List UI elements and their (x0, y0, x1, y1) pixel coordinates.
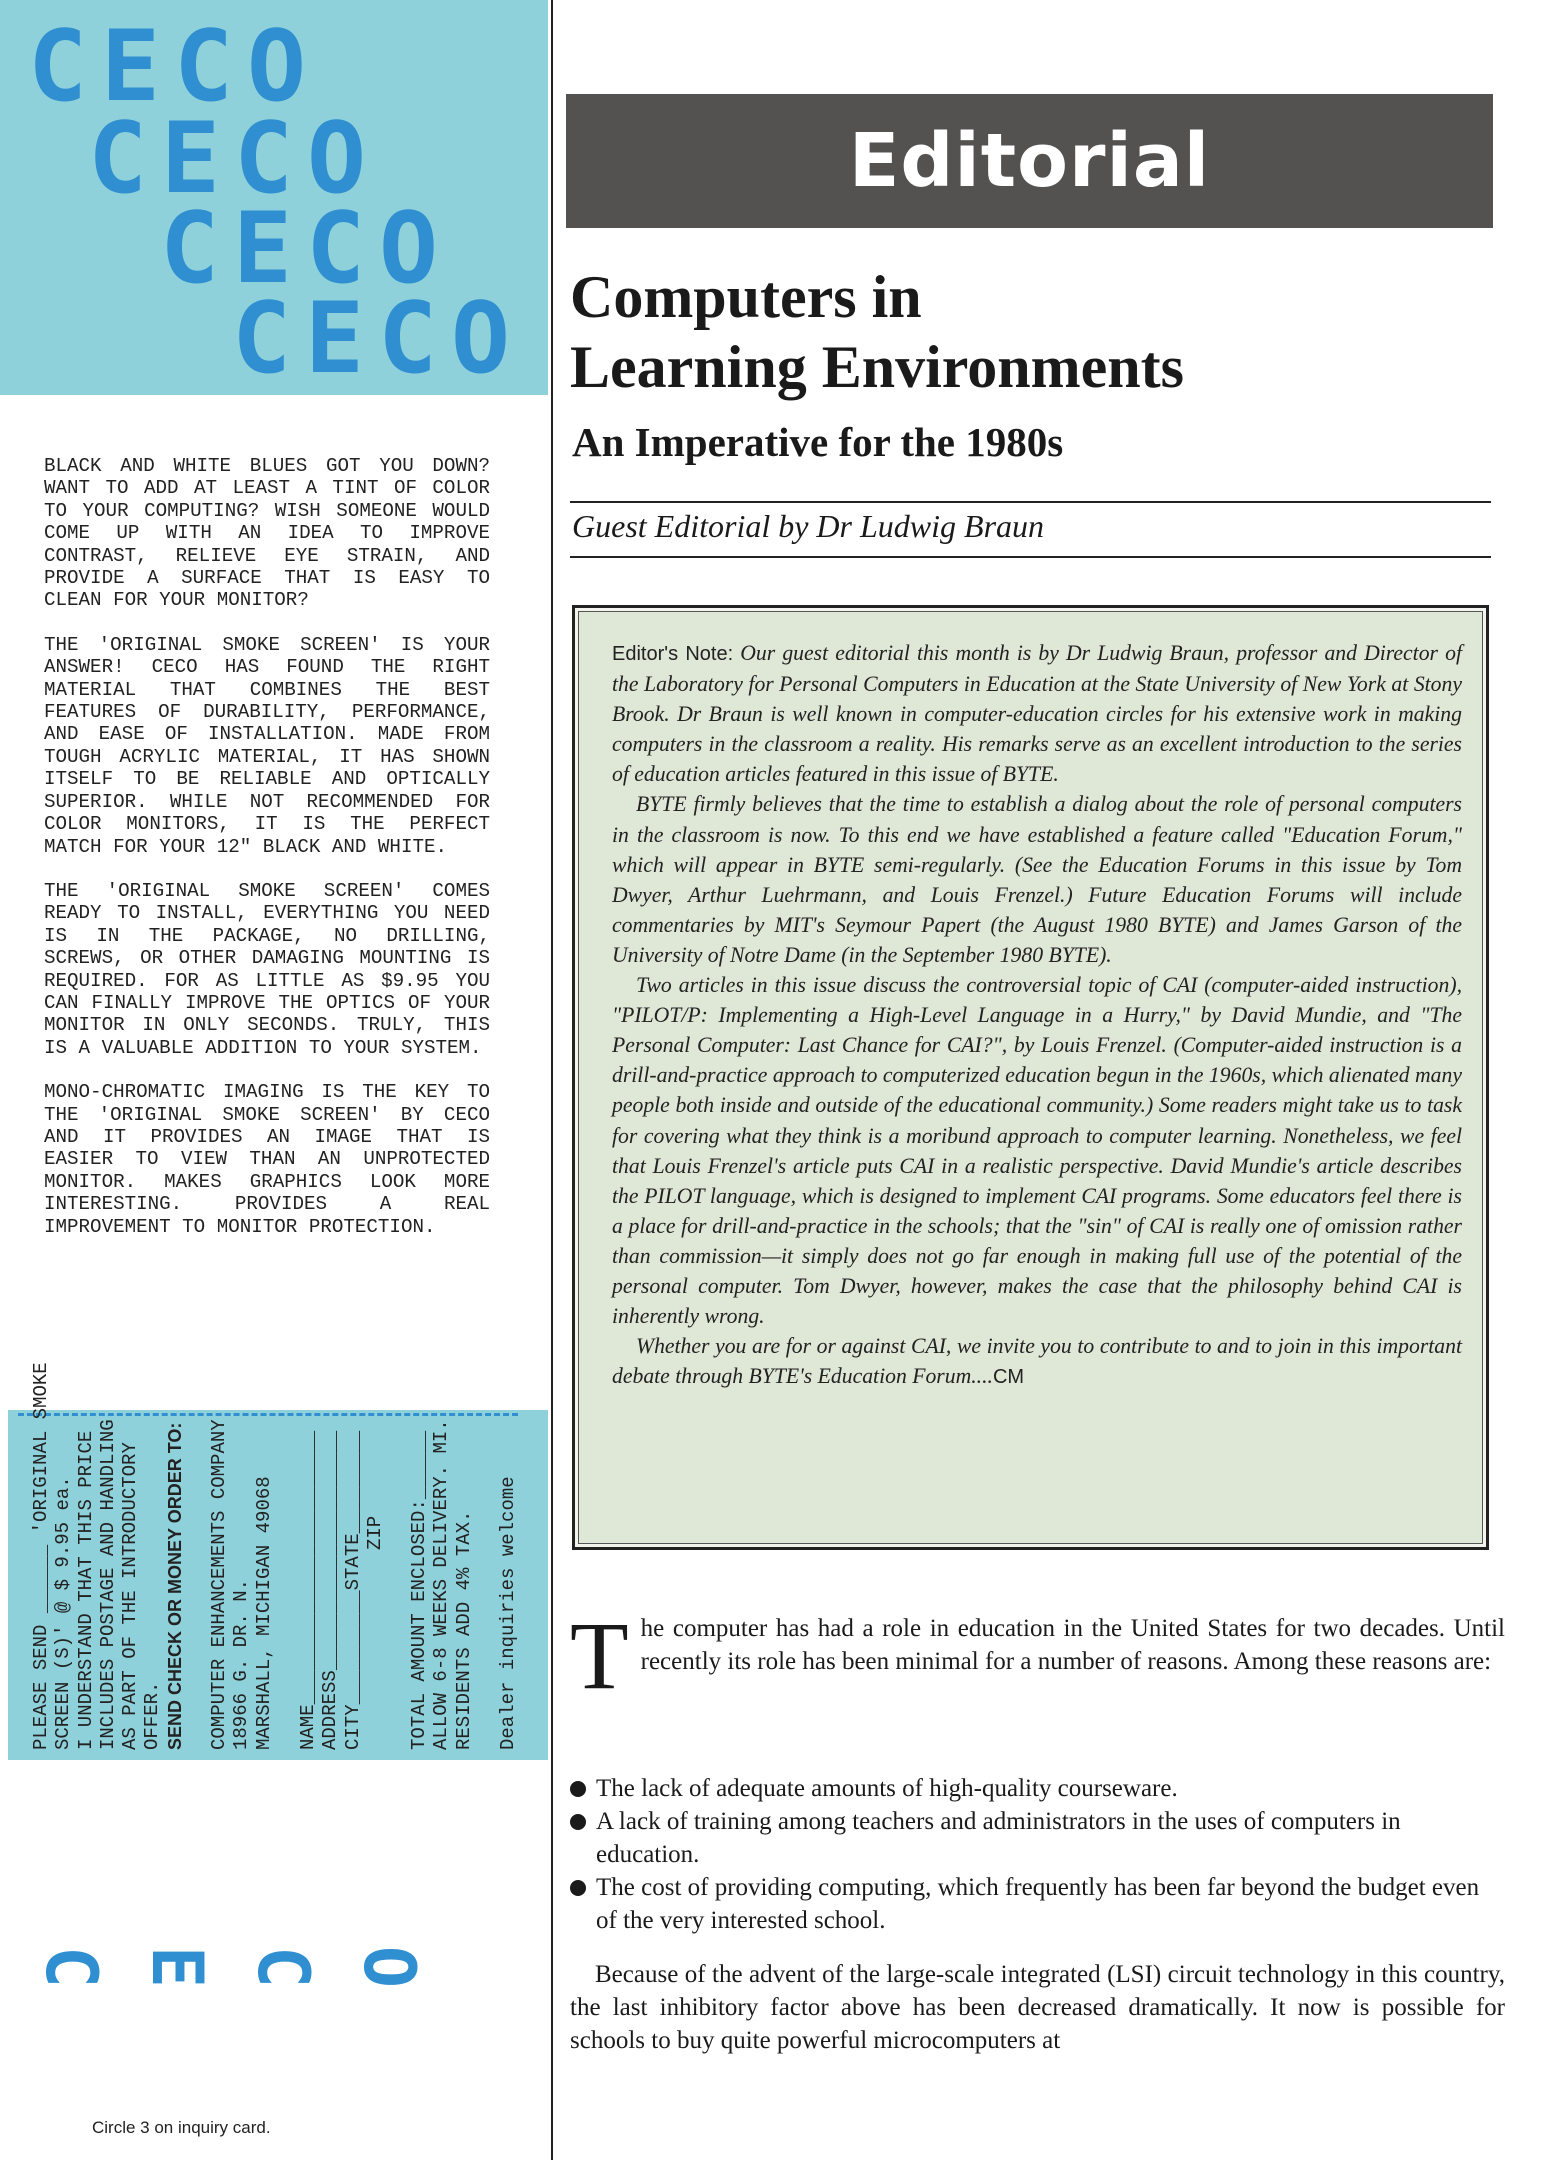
article-paragraph: Because of the advent of the large-scale integrated (LSI) circuit technology in this country, the last inhibitory factor above has been decreased dramatically. It now is possible for schools to buy quite powerful microcomputers at (570, 1961, 1505, 2054)
coupon-total-line: RESIDENTS ADD 4% TAX. (452, 1510, 475, 1750)
article-title-line: Computers in (570, 264, 922, 330)
column-divider (551, 0, 553, 2160)
coupon-total-line: ALLOW 6-8 WEEKS DELIVERY. MI. (430, 1419, 453, 1750)
ceco-logo-row-2: CECO (88, 102, 381, 216)
coupon-order-line: I UNDERSTAND THAT THIS PRICE (74, 1430, 97, 1750)
list-item-text: The lack of adequate amounts of high-quality courseware. (596, 1775, 1178, 1802)
article-paragraph-text: he computer has had a role in education in the United States for two decades. Until recently its role has been minimal for a number of reasons. Among these reasons are: (640, 1615, 1505, 1675)
coupon-logo-letter: E (136, 1945, 219, 1989)
ceco-logo-row-1: CECO (28, 10, 321, 124)
coupon-address-line: 18966 G. DR. N. (230, 1578, 253, 1750)
article-title-line: Learning Environments (570, 334, 1184, 400)
section-banner (566, 94, 1493, 228)
editors-note-paragraph: BYTE firmly believes that the time to establish a dialog about the role of personal computers in the classroom is now. To this end we have established a feature called "Education Forum," which will appear in BYTE semi-regularly. (See the Education Forums in this issue by Tom Dwyer, Arthur Luehrmann, and Louis Frenzel.) Future Education Forums will include commentaries by MIT's Seymour Papert (the August 1980 BYTE) and James Garson of the University of Notre Dame (in the September 1980 BYTE). (612, 792, 1462, 967)
editors-note (612, 638, 1462, 1392)
coupon-order-line: SCREEN (S)' @ $ 9.95 ea. (52, 1476, 75, 1750)
section-title: Editorial (848, 118, 1211, 204)
drop-cap: T (570, 1602, 629, 1709)
coupon-dealer-note: Dealer inquiries welcome (497, 1476, 520, 1750)
ad-paragraph: MONO-CHROMATIC IMAGING IS THE KEY TO THE 'ORIGINAL SMOKE SCREEN' BY CECO AND IT PROVIDES AN IMAGE THAT IS EASIER TO VIEW THAN AN UNPROTECTED MONITOR. MAKES GRAPHICS LOOK MORE INTERESTING. PROVIDES A REAL IMPROVEMENT TO MONITOR PROTECTION. (44, 1081, 490, 1238)
coupon-total-line[interactable]: TOTAL AMOUNT ENCLOSED:______ (408, 1430, 431, 1750)
article-paragraph (570, 1602, 1505, 1709)
bullet-icon (570, 1814, 586, 1830)
reasons-list (570, 1772, 1505, 1937)
coupon-order-line: PLEASE SEND ______ 'ORIGINAL SMOKE (30, 1362, 52, 1750)
coupon-address-field[interactable]: ADDRESS_____________________ (319, 1430, 342, 1750)
editors-note-label: Editor's Note: (612, 643, 734, 665)
coupon-order-line: OFFER. (141, 1681, 164, 1750)
list-item (570, 1772, 1505, 1805)
coupon-send-label: SEND CHECK OR MONEY ORDER TO: (164, 1422, 185, 1750)
article-title (570, 262, 1490, 402)
coupon-address-line: MARSHALL, MICHIGAN 49068 (252, 1476, 275, 1750)
ad-paragraph: THE 'ORIGINAL SMOKE SCREEN' IS YOUR ANSWER! CECO HAS FOUND THE RIGHT MATERIAL THAT COMBINES THE BEST FEATURES OF DURABILITY, PERFORMANCE, AND EASE OF INSTALLATION. MADE FROM TOUGH ACRYLIC MATERIAL, IT HAS SHOWN ITSELF TO BE RELIABLE AND OPTICALLY SUPERIOR. WHILE NOT RECOMMENDED FOR COLOR MONITORS, IT IS THE PERFECT MATCH FOR YOUR 12" BLACK AND WHITE. (44, 633, 490, 858)
coupon-zip-field[interactable]: ZIP (363, 1515, 386, 1550)
coupon-ceco-logo (30, 1932, 430, 2002)
ad-paragraph: BLACK AND WHITE BLUES GOT YOU DOWN? WANT TO ADD AT LEAST A TINT OF COLOR TO YOUR COMPUTING? WISH SOMEONE WOULD COME UP WITH AN IDEA TO IMPROVE CONTRAST, RELIEVE EYE STRAIN, AND PROVIDE A SURFACE THAT IS EASY TO CLEAN FOR YOUR MONITOR? (44, 455, 490, 612)
editors-note-paragraph: Two articles in this issue discuss the controversial topic of CAI (computer-aided instruction), "PILOT/P: Implementing a High-Level Language in a Hurry," by David Mundie, and "The Personal Computer: Last Chance for CAI?", by Louis Frenzel. (Computer-aided instruction is a drill-and-practice approach to computerized education begun in the 1960s, which alienated many people both inside and outside of the educational community.) Some readers might take us to task for covering what they think is a moribund approach to computer learning. Nonetheless, we feel that Louis Frenzel's article puts CAI in a realistic perspective. David Mundie's article describes the PILOT language, which is designed to implement CAI programs. Some educators feel there is a place for drill-and-practice in the schools; that the "sin" of CAI is really one of omission rather than commission—it simply does not go far enough in making full use of the potential of the personal computer. Tom Dwyer, however, makes the case that the philosophy behind CAI is inherently wrong. (612, 973, 1462, 1329)
list-item-text: A lack of training among teachers and administrators in the uses of computers in education. (596, 1808, 1401, 1868)
ceco-logo-row-4: CECO (232, 282, 525, 396)
coupon-text (30, 1362, 550, 1750)
coupon-name-field[interactable]: NAME________________________ (296, 1430, 319, 1750)
editors-note-signoff: CM (992, 1366, 1025, 1389)
bullet-icon (570, 1781, 586, 1797)
byline-rule-bottom (570, 556, 1491, 558)
editors-note-paragraph: Whether you are for or against CAI, we invite you to contribute to and to join in this important debate through BYTE's Education Forum.... (612, 1334, 1462, 1389)
coupon-order-line: AS PART OF THE INTRODUCTORY (119, 1442, 142, 1750)
article-subtitle: An Imperative for the 1980s (572, 419, 1064, 465)
coupon-logo-letter: C (30, 1945, 113, 1989)
byline-rule-top (570, 501, 1491, 503)
article-byline: Guest Editorial by Dr Ludwig Braun (572, 508, 1045, 544)
list-item (570, 1871, 1505, 1937)
ad-copy (44, 455, 490, 1260)
coupon-address-line: COMPUTER ENHANCEMENTS COMPANY (208, 1419, 231, 1750)
ceco-logo-row-3: CECO (160, 192, 453, 306)
list-item-text: The cost of providing computing, which frequently has been far beyond the budget even of the very interested school. (596, 1874, 1480, 1934)
bullet-icon (570, 1880, 586, 1896)
editors-note-paragraph: Our guest editorial this month is by Dr Ludwig Braun, professor and Director of the Laboratory for Personal Computers in Education at the State University of New York at Stony Brook. Dr Braun is well known in computer-education circles for his extensive work in making computers in the classroom a reality. His remarks serve as an excellent introduction to the series of education articles featured in this issue of BYTE. (612, 641, 1462, 787)
coupon-logo-letter: C (241, 1945, 324, 1989)
coupon-order-line: INCLUDES POSTAGE AND HANDLING (96, 1419, 119, 1750)
coupon-city-state-field[interactable]: CITY__________STATE_________ (341, 1430, 364, 1750)
list-item (570, 1805, 1505, 1871)
ad-paragraph: THE 'ORIGINAL SMOKE SCREEN' COMES READY TO INSTALL, EVERYTHING YOU NEED IS IN THE PACKAGE, NO DRILLING, SCREWS, OR OTHER DAMAGING MOUNTING IS REQUIRED. FOR AS LITTLE AS $9.95 YOU CAN FINALLY IMPROVE THE OPTICS OF YOUR MONITOR IN ONLY SECONDS. TRULY, THIS IS A VALUABLE ADDITION TO YOUR SYSTEM. (44, 879, 490, 1059)
coupon-logo-letter: O (347, 1945, 430, 1989)
inquiry-note: Circle 3 on inquiry card. (92, 2118, 271, 2137)
